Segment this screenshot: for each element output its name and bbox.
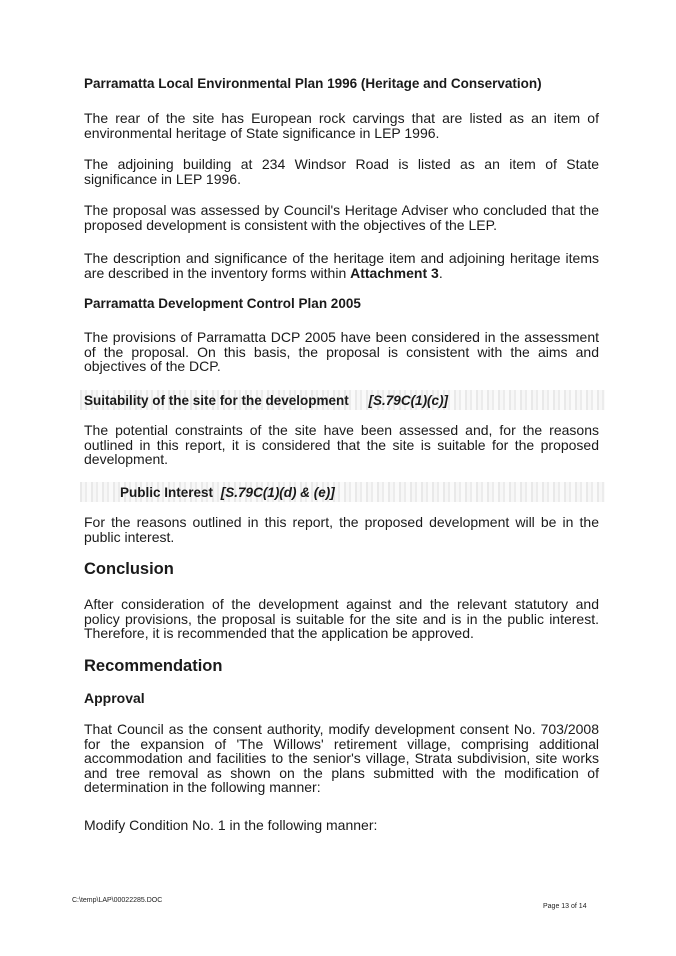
lep-paragraph-1: The rear of the site has European rock carvings that are listed as an item of environmental heritage of State significance in LEP 1996. (84, 110, 599, 141)
lep-paragraph-4-text: The description and significance of the heritage item and adjoining heritage items are described in the inventory forms within (84, 250, 599, 281)
public-interest-paragraph-1: For the reasons outlined in this report, the proposed development will be in the public interest. (84, 514, 599, 545)
conclusion-heading: Conclusion (84, 560, 174, 578)
footer-file-path: C:\temp\LAP\00022285.DOC (72, 897, 163, 904)
suitability-citation: [S.79C(1)(c)] (368, 393, 449, 408)
public-interest-citation: [S.79C(1)(d) & (e)] (220, 485, 335, 500)
lep-heading: Parramatta Local Environmental Plan 1996 (Heritage and Conservation) (84, 76, 542, 91)
conclusion-paragraph-1: After consideration of the development against and the relevant statutory and policy provisions, the proposal is suitable for the site and is in the public interest. Therefore, it is recommended that the application be approved. (84, 596, 599, 641)
lep-paragraph-3: The proposal was assessed by Council's Heritage Adviser who concluded that the proposed development is consistent with the objectives of the LEP. (84, 202, 599, 233)
approval-heading: Approval (84, 690, 145, 706)
recommendation-heading: Recommendation (84, 657, 223, 675)
attachment-reference: Attachment 3 (350, 264, 439, 281)
public-interest-heading-text: Public Interest (120, 485, 214, 500)
suitability-heading (84, 393, 599, 408)
dcp-heading: Parramatta Development Control Plan 2005 (84, 296, 361, 311)
public-interest-heading (120, 485, 590, 500)
dcp-paragraph-1: The provisions of Parramatta DCP 2005 have been considered in the assessment of the proposal. On this basis, the proposal is consistent with the aims and objectives of the DCP. (84, 329, 599, 374)
approval-paragraph-1: That Council as the consent authority, modify development consent No. 703/2008 for the expansion of 'The Willows' retirement village, comprising additional accommodation and facilities to the senior's village, Strata subdivision, site works and tree removal as shown on the plans submitted with the modification of determination in the following manner: (84, 721, 599, 795)
lep-paragraph-4 (84, 251, 599, 280)
suitability-paragraph-1: The potential constraints of the site have been assessed and, for the reasons outlined in this report, it is considered that the site is suitable for the proposed development. (84, 422, 599, 467)
footer-page-number: Page 13 of 14 (543, 903, 587, 910)
suitability-heading-text: Suitability of the site for the development (84, 393, 349, 408)
lep-paragraph-2: The adjoining building at 234 Windsor Road is listed as an item of State significance in LEP 1996. (84, 156, 599, 187)
approval-paragraph-2: Modify Condition No. 1 in the following manner: (84, 817, 378, 833)
lep-paragraph-4-end: . (438, 264, 443, 281)
